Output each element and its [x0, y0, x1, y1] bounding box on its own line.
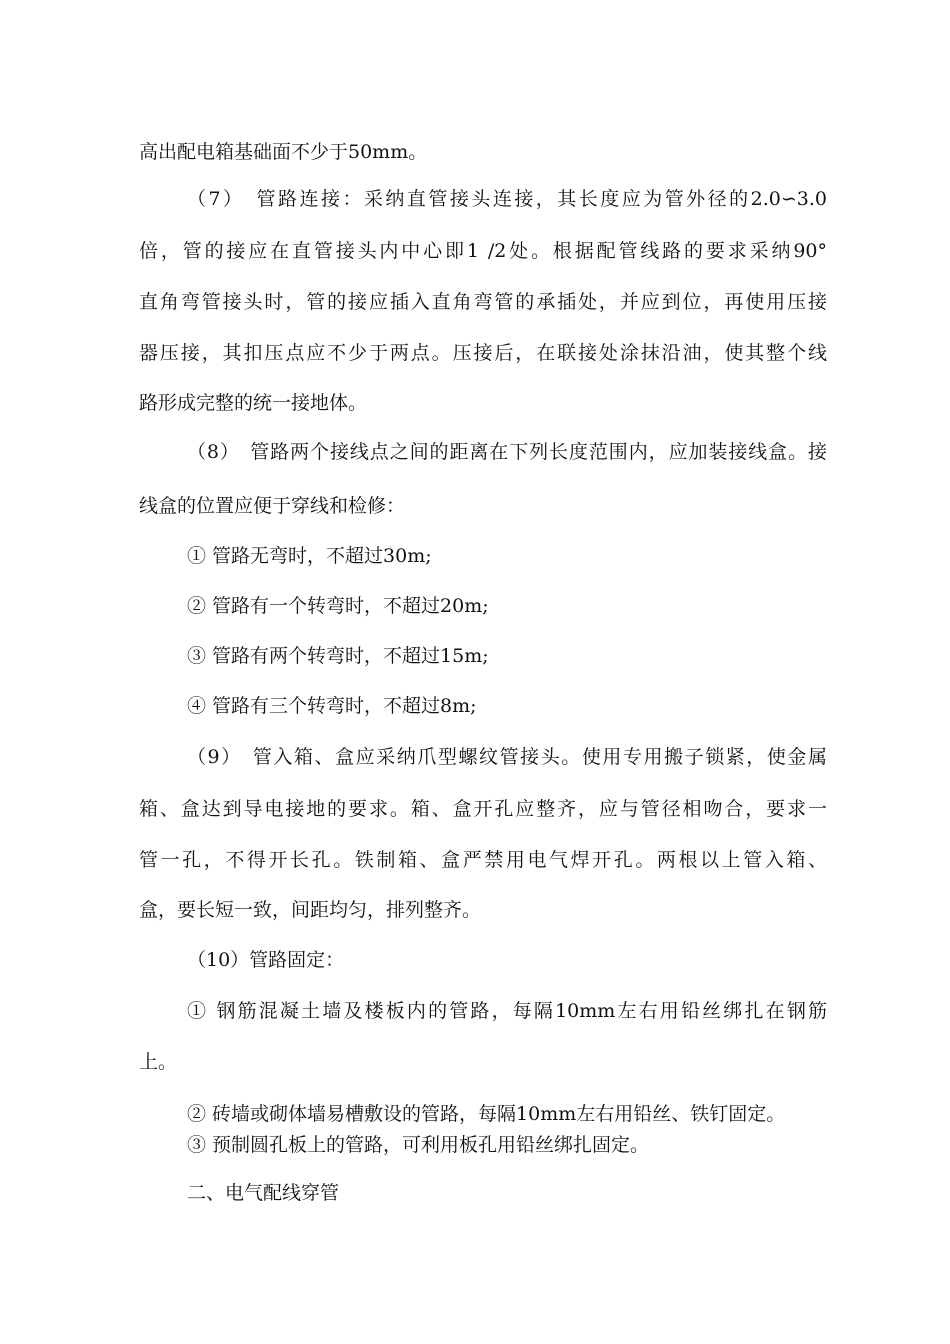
text-line: 高出配电箱基础面不少于50mm。 — [139, 141, 428, 163]
text-line: 线盒的位置应便于穿线和检修： — [139, 495, 406, 517]
text-line: 盒，要长短一致，间距均匀，排列整齐。 — [139, 899, 482, 921]
list-item: ① 钢筋混凝土墙及楼板内的管路，每隔10mm左右用铅丝绑扎在钢筋 — [187, 1000, 827, 1022]
list-item: ② 管路有一个转弯时，不超过20m; — [187, 595, 489, 617]
list-item: ④ 管路有三个转弯时，不超过8m; — [187, 695, 477, 717]
text-line: 直角弯管接头时，管的接应插入直角弯管的承插处，并应到位，再使用压接 — [139, 291, 827, 313]
section-heading-10: （10）管路固定： — [187, 949, 345, 971]
paragraph-8-start: （8） 管路两个接线点之间的距离在下列长度范围内，应加装接线盒。接 — [187, 441, 827, 463]
text-line: 器压接，其扣压点应不少于两点。压接后，在联接处涂抹沿油，使其整个线 — [139, 342, 827, 364]
list-item: ② 砖墙或砌体墙易槽敷设的管路，每隔10mm左右用铅丝、铁钉固定。 — [187, 1103, 786, 1125]
paragraph-7-start: （7） 管路连接：采纳直管接头连接，其长度应为管外径的2.0∽3.0 — [187, 188, 827, 210]
list-item: ③ 管路有两个转弯时，不超过15m; — [187, 645, 489, 667]
list-item: ① 管路无弯时，不超过30m; — [187, 545, 432, 567]
paragraph-9-start: （9） 管入箱、盒应采纳爪型螺纹管接头。使用专用搬子锁紧，使金属 — [187, 746, 827, 768]
text-line: 箱、盒达到导电接地的要求。箱、盒开孔应整齐，应与管径相吻合，要求一 — [139, 798, 827, 820]
list-item: ③ 预制圆孔板上的管路，可利用板孔用铅丝绑扎固定。 — [187, 1134, 650, 1156]
text-line: 路形成完整的统一接地体。 — [139, 392, 368, 414]
text-line: 上。 — [139, 1051, 178, 1073]
text-line: 管一孔，不得开长孔。铁制箱、盒严禁用电气焊开孔。两根以上管入箱、 — [139, 849, 827, 871]
text-line: 倍，管的接应在直管接头内中心即1 /2处。根据配管线路的要求采纳90° — [139, 240, 827, 262]
section-heading: 二、电气配线穿管 — [187, 1182, 340, 1204]
